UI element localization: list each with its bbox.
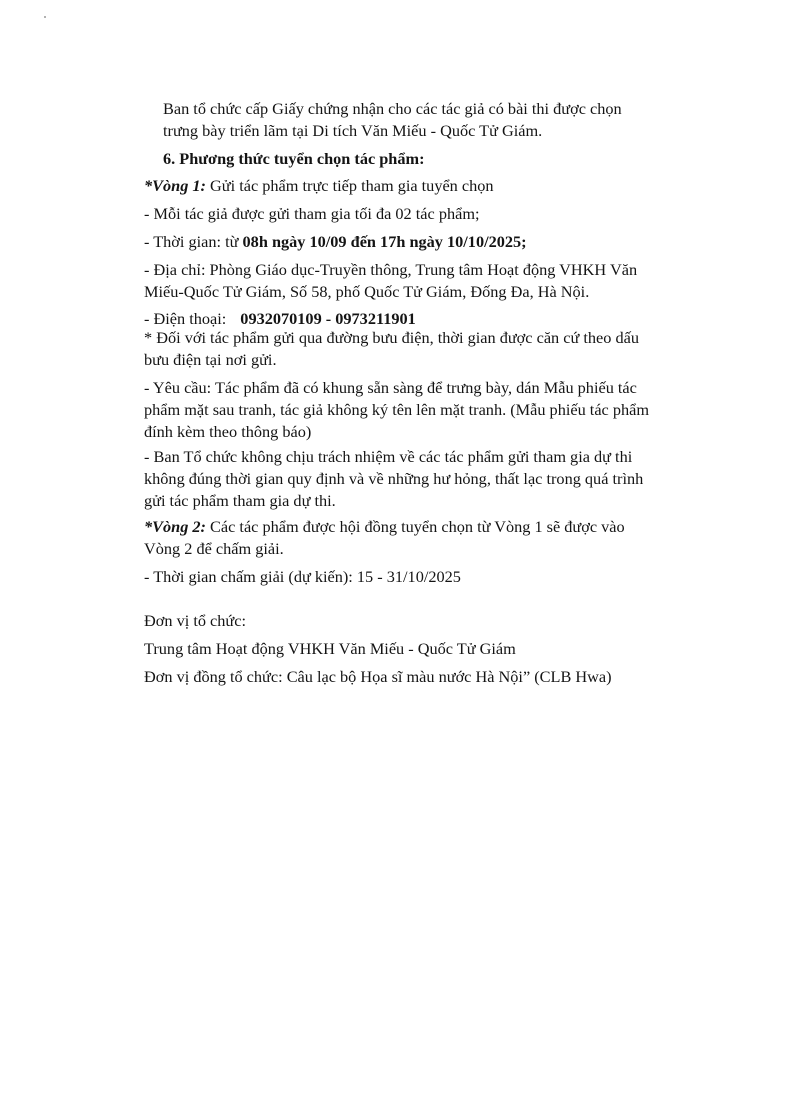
scan-speck (44, 16, 46, 18)
round2-line-1 (144, 516, 625, 538)
submission-time-prefix: - Thời gian: từ (144, 232, 243, 251)
phone-label: - Điện thoại: (144, 309, 227, 328)
round2-line-2: Vòng 2 để chấm giải. (144, 539, 284, 558)
postal-line-1: * Đối với tác phẩm gửi qua đường bưu điện, thời gian được căn cứ theo dấu (144, 328, 639, 347)
co-organizer-line: Đơn vị đồng tổ chức: Câu lạc bộ Họa sĩ màu nước Hà Nội” (CLB Hwa) (144, 667, 612, 686)
organizer-name: Trung tâm Hoạt động VHKH Văn Miếu - Quốc Tử Giám (144, 639, 516, 658)
judging-time-line: - Thời gian chấm giải (dự kiến): 15 - 31/10/2025 (144, 567, 461, 586)
round1-label: *Vòng 1: (144, 176, 206, 195)
section-heading: 6. Phương thức tuyển chọn tác phẩm: (163, 149, 425, 168)
address-line-1: - Địa chỉ: Phòng Giáo dục-Truyền thông, Trung tâm Hoạt động VHKH Văn (144, 260, 638, 279)
disclaimer-line-3: gửi tác phẩm tham gia dự thi. (144, 491, 336, 510)
round2-text: Các tác phẩm được hội đồng tuyển chọn từ Vòng 1 sẽ được vào (205, 517, 625, 536)
postal-line-2: bưu điện tại nơi gửi. (144, 350, 277, 369)
submission-time-value: 08h ngày 10/09 đến 17h ngày 10/10/2025; (242, 232, 527, 251)
disclaimer-line-2: không đúng thời gian quy định và về những hư hỏng, thất lạc trong quá trình (144, 469, 644, 488)
round1-text: Gửi tác phẩm trực tiếp tham gia tuyển chọn (205, 176, 494, 195)
submission-time-line (144, 231, 527, 253)
requirement-line-3: đính kèm theo thông báo) (144, 422, 312, 441)
organizer-label: Đơn vị tổ chức: (144, 611, 246, 630)
address-line-2: Miếu-Quốc Tử Giám, Số 58, phố Quốc Tử Giám, Đống Đa, Hà Nội. (144, 282, 590, 301)
intro-line-2: trưng bày triển lãm tại Di tích Văn Miếu - Quốc Tử Giám. (163, 121, 543, 140)
round1-intro (144, 175, 494, 197)
intro-line-1: Ban tổ chức cấp Giấy chứng nhận cho các tác giả có bài thi được chọn (163, 99, 622, 118)
phone-value: 0932070109 - 0973211901 (240, 309, 416, 328)
max-works-line: - Mỗi tác giả được gửi tham gia tối đa 02 tác phẩm; (144, 204, 480, 223)
requirement-line-2: phẩm mặt sau tranh, tác giả không ký tên lên mặt tranh. (Mẫu phiếu tác phẩm (144, 400, 650, 419)
round2-label: *Vòng 2: (144, 517, 206, 536)
disclaimer-line-1: - Ban Tổ chức không chịu trách nhiệm về các tác phẩm gửi tham gia dự thi (144, 447, 633, 466)
requirement-line-1: - Yêu cầu: Tác phẩm đã có khung sẵn sàng để trưng bày, dán Mẫu phiếu tác (144, 378, 637, 397)
